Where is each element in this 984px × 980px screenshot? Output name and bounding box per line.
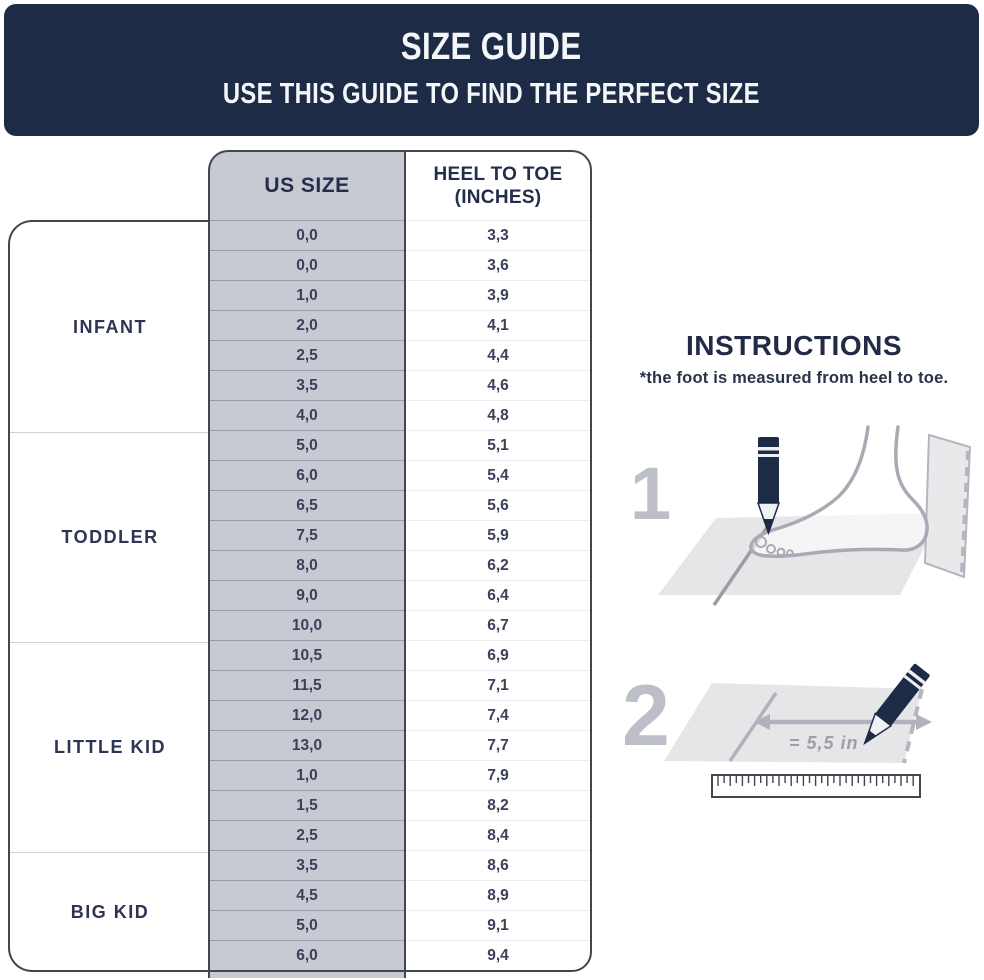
heel-to-toe-cell: 3,9 [406, 280, 590, 310]
us-size-cell: 1,0 [210, 760, 404, 790]
us-size-cell: 5,0 [210, 430, 404, 460]
heel-to-toe-cell: 4,8 [406, 400, 590, 430]
header-banner [4, 4, 979, 136]
heel-to-toe-cell: 4,1 [406, 310, 590, 340]
us-size-cell: 3,5 [210, 850, 404, 880]
us-size-cell: 6,0 [210, 460, 404, 490]
us-size-cell: 0,0 [210, 250, 404, 280]
category-column [8, 220, 210, 972]
heel-to-toe-cell: 7,7 [406, 730, 590, 760]
us-size-cells [210, 220, 404, 970]
heel-column [404, 150, 592, 972]
heel-to-toe-cell: 5,1 [406, 430, 590, 460]
us-size-cell: 12,0 [210, 700, 404, 730]
category-label: TODDLER [10, 432, 210, 642]
category-label: LITTLE KID [10, 642, 210, 852]
us-size-cell: 1,0 [210, 280, 404, 310]
heel-to-toe-cell: 7,9 [406, 760, 590, 790]
us-size-cell: 6,5 [210, 490, 404, 520]
step1-illustration [608, 423, 980, 641]
heel-header-line1: HEEL TO TOE [433, 163, 563, 185]
us-size-column [208, 150, 406, 978]
heel-to-toe-cell: 3,6 [406, 250, 590, 280]
page-title: SIZE GUIDE [401, 26, 582, 68]
step2-illustration [608, 645, 980, 820]
us-size-header: US SIZE [264, 174, 350, 197]
heel-to-toe-cell: 5,6 [406, 490, 590, 520]
heel-to-toe-cell: 8,6 [406, 850, 590, 880]
heel-to-toe-cell: 6,9 [406, 640, 590, 670]
us-size-cell: 4,5 [210, 880, 404, 910]
us-size-cell: 10,0 [210, 610, 404, 640]
heel-to-toe-cell: 7,4 [406, 700, 590, 730]
us-size-cell: 4,0 [210, 400, 404, 430]
us-size-cell: 2,5 [210, 340, 404, 370]
instructions-note: *the foot is measured from heel to toe. [639, 369, 949, 387]
heel-to-toe-cell: 6,2 [406, 550, 590, 580]
us-size-cell: 5,0 [210, 910, 404, 940]
measurement-label: = 5,5 in [789, 733, 859, 753]
heel-header [406, 152, 590, 220]
ruler-icon [712, 775, 920, 797]
us-size-cell: 11,5 [210, 670, 404, 700]
heel-to-toe-cell: 4,4 [406, 340, 590, 370]
step1-number-label: 1 [630, 452, 672, 535]
heel-to-toe-cell: 9,1 [406, 910, 590, 940]
us-size-cell: 9,0 [210, 580, 404, 610]
us-size-cell: 0,0 [210, 220, 404, 250]
heel-to-toe-cell: 8,2 [406, 790, 590, 820]
us-size-cell: 3,5 [210, 370, 404, 400]
heel-to-toe-cell: 5,4 [406, 460, 590, 490]
us-size-cell: 2,5 [210, 820, 404, 850]
page-subtitle: USE THIS GUIDE TO FIND THE PERFECT SIZE [223, 78, 760, 110]
category-label: INFANT [73, 316, 147, 337]
heel-header-line2: (INCHES) [454, 187, 542, 208]
us-size-cell: 8,0 [210, 550, 404, 580]
heel-to-toe-cell: 8,9 [406, 880, 590, 910]
instructions-title: INSTRUCTIONS [686, 330, 902, 361]
heel-cells [406, 220, 590, 970]
us-size-cell: 6,0 [210, 940, 404, 970]
us-size-cell: 10,5 [210, 640, 404, 670]
heel-to-toe-cell: 8,4 [406, 820, 590, 850]
heel-to-toe-cell: 6,7 [406, 610, 590, 640]
heel-to-toe-cell: 4,6 [406, 370, 590, 400]
heel-to-toe-cell: 7,1 [406, 670, 590, 700]
table-bottom-border [208, 970, 407, 972]
us-size-cell: 7,5 [210, 520, 404, 550]
step2-number-label: 2 [622, 668, 670, 764]
heel-to-toe-cell: 5,9 [406, 520, 590, 550]
instructions-section [606, 330, 982, 388]
heel-to-toe-cell: 6,4 [406, 580, 590, 610]
heel-to-toe-cell: 3,3 [406, 220, 590, 250]
us-size-cell: 13,0 [210, 730, 404, 760]
category-label: BIG KID [10, 852, 210, 972]
us-size-cell: 2,0 [210, 310, 404, 340]
us-size-cell: 1,5 [210, 790, 404, 820]
heel-to-toe-cell: 9,4 [406, 940, 590, 970]
